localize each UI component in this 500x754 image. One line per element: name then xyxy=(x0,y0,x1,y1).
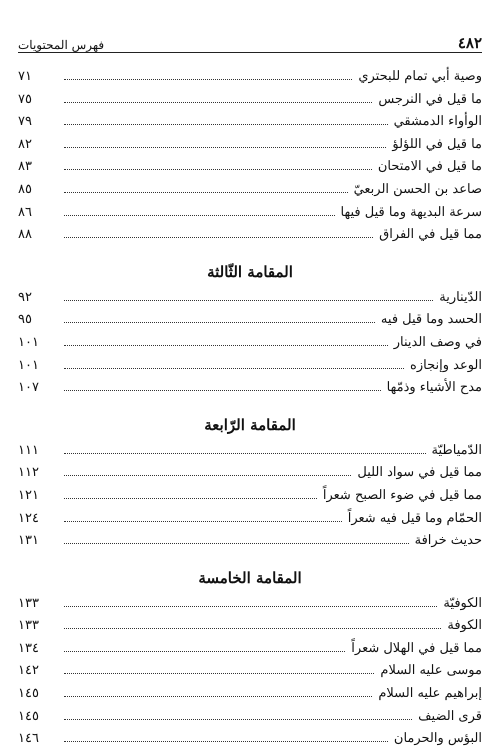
toc-entry-page: ٧٩ xyxy=(18,114,32,130)
dot-leader xyxy=(64,466,351,476)
toc-entry-title: الكوفيّة xyxy=(443,595,482,611)
toc-entry-title: صاعد بن الحسن الربعيّ xyxy=(353,181,482,197)
dot-leader xyxy=(64,70,352,80)
dot-leader xyxy=(64,597,437,607)
dot-leader xyxy=(64,291,433,301)
dot-leader xyxy=(64,534,409,544)
toc-entry xyxy=(18,443,482,466)
toc-entry-title: حديث خرافة xyxy=(414,533,482,549)
toc-entry xyxy=(18,686,482,709)
dot-leader xyxy=(64,138,386,148)
dot-leader xyxy=(64,664,374,674)
toc-entry-title: ما قيل في اللؤلؤ xyxy=(392,136,482,152)
toc-entry-page: ٨٥ xyxy=(18,181,32,197)
dot-leader xyxy=(64,381,381,391)
section-heading: المقامة الرّابعة xyxy=(204,415,296,434)
toc-entry-page: ٨٦ xyxy=(18,204,32,220)
toc-entry-title: الدّمياطيّة xyxy=(431,442,482,458)
toc-entry-title: مما قيل في الفراق xyxy=(379,227,482,243)
toc-entry-title: ما قيل في النرجس xyxy=(378,91,482,107)
toc-entry xyxy=(18,596,482,619)
toc-entry-title: ما قيل في الامتحان xyxy=(377,159,482,175)
dot-leader xyxy=(64,489,317,499)
toc-entry xyxy=(18,69,482,92)
dot-leader xyxy=(64,732,388,742)
toc-entry xyxy=(18,618,482,641)
toc-entry-title: مما قيل في سواد الليل xyxy=(357,465,482,481)
toc-entry xyxy=(18,511,482,534)
section-heading: المقامة الخامسة xyxy=(198,568,302,587)
toc-entry-page: ٧٥ xyxy=(18,91,32,107)
toc-entry xyxy=(18,358,482,381)
toc-entry xyxy=(18,227,482,250)
toc-entry-title: البؤس والحرمان xyxy=(393,731,482,747)
toc-entry-page: ١٤٥ xyxy=(18,686,39,702)
toc-entry-title: سرعة البديهة وما قيل فيها xyxy=(340,204,482,220)
dot-leader xyxy=(64,710,412,720)
toc-entry xyxy=(18,709,482,732)
toc-entry-title: في وصف الدينار xyxy=(393,334,482,350)
toc-entry-title: الكوفة xyxy=(447,618,482,634)
toc-entry-page: ١٢٤ xyxy=(18,510,39,526)
toc-entry-page: ١٤٢ xyxy=(18,663,39,679)
toc-entry xyxy=(18,137,482,160)
toc-entry-page: ١٤٥ xyxy=(18,708,39,724)
dot-leader xyxy=(64,228,373,238)
running-head xyxy=(18,30,482,53)
toc-entry xyxy=(18,312,482,335)
toc-entry-page: ٩٥ xyxy=(18,312,32,328)
toc-entry xyxy=(18,182,482,205)
toc-entry-page: ٨٣ xyxy=(18,159,32,175)
toc-entry xyxy=(18,731,482,754)
toc-entry xyxy=(18,488,482,511)
dot-leader xyxy=(64,93,372,103)
toc-entry-title: الوعد وإنجازه xyxy=(410,357,482,373)
toc-entry-page: ١٣٤ xyxy=(18,640,39,656)
dot-leader xyxy=(64,336,388,346)
toc-entry-title: الحمّام وما قيل فيه شعراً xyxy=(347,510,482,526)
toc-entry-title: مدح الأشياء وذمّها xyxy=(386,380,482,396)
toc-entry-page: ١٣٣ xyxy=(18,618,39,634)
toc-entry xyxy=(18,663,482,686)
toc-entry xyxy=(18,380,482,403)
toc-entry-page: ١٣٣ xyxy=(18,595,39,611)
dot-leader xyxy=(64,183,348,193)
toc-entry-title: مما قيل في ضوء الصبح شعراً xyxy=(322,487,482,503)
toc-entry-title: إبراهيم عليه السلام xyxy=(378,686,482,702)
toc-entry-page: ١٠١ xyxy=(18,357,39,373)
toc-entry-title: الحسد وما قيل فيه xyxy=(380,312,482,328)
toc-entry xyxy=(18,335,482,358)
dot-leader xyxy=(64,160,372,170)
toc-entry-title: قرى الضيف xyxy=(418,708,482,724)
toc-entry-page: ٩٢ xyxy=(18,289,32,305)
dot-leader xyxy=(64,444,426,454)
dot-leader xyxy=(64,512,342,522)
toc-entry-title: الدّينارية xyxy=(439,289,482,305)
dot-leader xyxy=(64,115,388,125)
toc-entry-page: ١٤٦ xyxy=(18,731,39,747)
page-number: ٤٨٢ xyxy=(457,34,482,52)
toc-entry xyxy=(18,114,482,137)
dot-leader xyxy=(64,642,345,652)
toc-entry-page: ١٠١ xyxy=(18,334,39,350)
toc-entry xyxy=(18,641,482,664)
toc-entry xyxy=(18,92,482,115)
toc-entry-page: ٨٨ xyxy=(18,227,32,243)
toc-entry-page: ٨٢ xyxy=(18,136,32,152)
toc-entry-title: الوأواء الدمشقي xyxy=(393,114,482,130)
toc-entry xyxy=(18,290,482,313)
toc-entry-title: مما قيل في الهلال شعراً xyxy=(351,640,482,656)
dot-leader xyxy=(64,359,404,369)
toc-entry-page: ١١٢ xyxy=(18,465,39,481)
toc-entry xyxy=(18,533,482,556)
toc-entry-page: ٧١ xyxy=(18,69,32,84)
dot-leader xyxy=(64,619,441,629)
toc-entry xyxy=(18,205,482,228)
dot-leader xyxy=(64,206,335,216)
toc-entry xyxy=(18,159,482,182)
dot-leader xyxy=(64,687,372,697)
toc-entry-page: ١١١ xyxy=(18,442,39,458)
section-heading: المقامة الثّالثة xyxy=(207,262,293,281)
running-title: فهرس المحتويات xyxy=(18,38,105,52)
toc-entry xyxy=(18,465,482,488)
toc-entry-page: ١٠٧ xyxy=(18,380,39,396)
dot-leader xyxy=(64,313,375,323)
toc-entry-page: ١٣١ xyxy=(18,533,39,549)
toc-entry-title: وصية أبي تمام للبحتري xyxy=(358,69,482,84)
table-of-contents xyxy=(18,69,482,754)
toc-entry-title: موسى عليه السلام xyxy=(380,663,482,679)
toc-entry-page: ١٢١ xyxy=(18,487,39,503)
